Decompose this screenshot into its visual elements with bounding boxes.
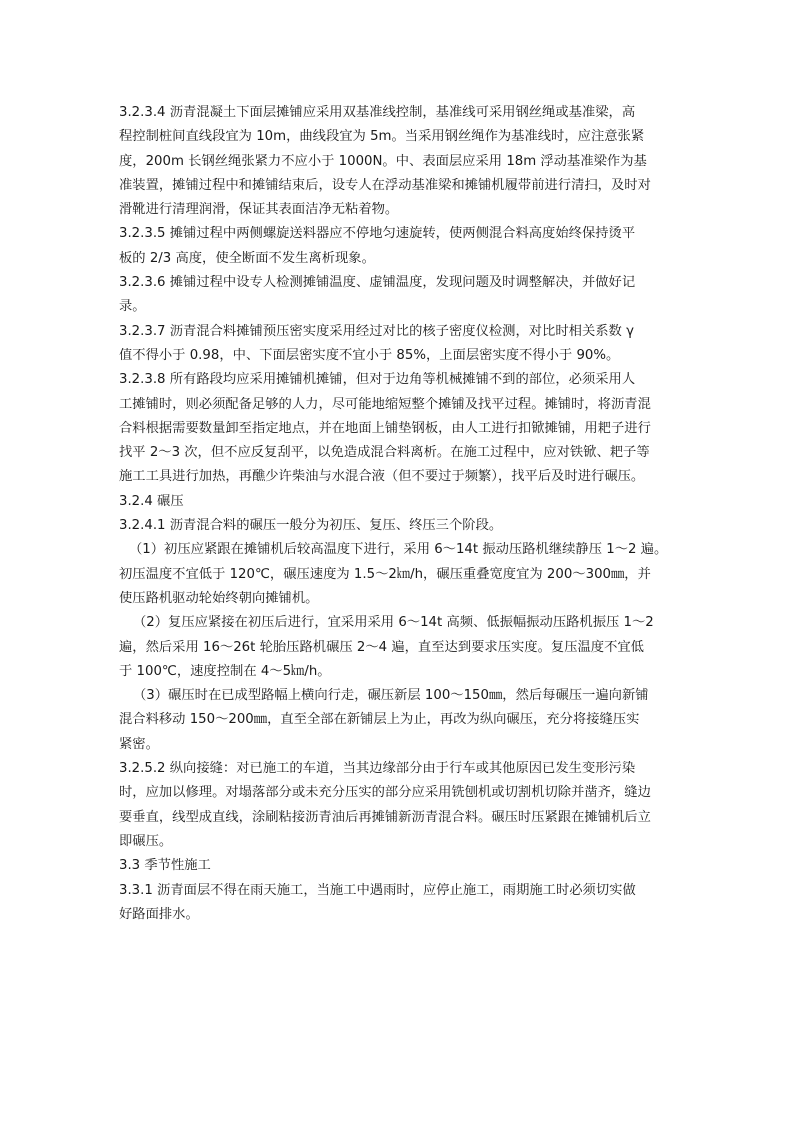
list-item-re-compaction: （2）复压应紧接在初压后进行，宜采用采用 6～14t 高频、低振幅振动压路机振压 1～2 遍，然后采用 16～26t 轮胎压路机碾压 2～4 遍，直至达到要求压实度。复压温度不宜低 于 100℃，速度控制在 4～5㎞/h。 [119,615,654,679]
paragraph-3-2-4-1: 3.2.4.1 沥青混合料的碾压一般分为初压、复压、终压三个阶段。 [119,518,503,534]
paragraph-3-2-3-6: 3.2.3.6 摊铺过程中设专人检测摊铺温度、虚铺温度，发现问题及时调整解决，并做好记 录。 [119,275,636,315]
list-item-lateral-compaction: （3）碾压时在已成型路幅上横向行走，碾压新层 100～150㎜，然后每碾压一遍向新铺 混合料移动 150～200㎜，直至全部在新铺层上为止，再改为纵向碾压，充分将接缝压实 紧密。 [119,688,649,752]
paragraph-3-2-3-7: 3.2.3.7 沥青混合料摊铺预压密实度采用经过对比的核子密度仪检测，对比时相关系数 γ 值不得小于 0.98，中、下面层密实度不宜小于 85%，上面层密实度不得小于 90%。 [119,323,634,363]
document-body [119,101,677,927]
paragraph-3-2-3-4: 3.2.3.4 沥青混凝土下面层摊铺应采用双基准线控制，基准线可采用钢丝绳或基准梁，高 程控制桩间直线段宜为 10m，曲线段宜为 5m。当采用钢丝绳作为基准线时，应注意张紧 度，200m 长钢丝绳张紧力不应小于 1000N。中、表面层应采用 18m 浮动基准梁作为基 准装置，摊铺过程中和摊铺结束后，设专人在浮动基准梁和摊铺机履带前进行清扫，及时对 滑靴进行清理润滑，保证其表面洁净无粘着物。 [119,105,651,218]
section-heading-3-2-4: 3.2.4 碾压 [119,493,184,509]
section-heading-3-3: 3.3 季节性施工 [119,858,211,874]
paragraph-3-2-3-5: 3.2.3.5 摊铺过程中两侧螺旋送料器应不停地匀速旋转，使两侧混合料高度始终保持烫平 板的 2/3 高度，使全断面不发生离析现象。 [119,226,636,266]
list-item-initial-compaction: （1）初压应紧跟在摊铺机后较高温度下进行，采用 6～14t 振动压路机继续静压 1～2 遍。 初压温度不宜低于 120℃，碾压速度为 1.5～2㎞/h，碾压重叠宽度宜为 200～300㎜，并 使压路机驱动轮始终朝向摊铺机。 [119,542,668,606]
paragraph-3-2-5-2: 3.2.5.2 纵向接缝：对已施工的车道，当其边缘部分由于行车或其他原因已发生变形污染 时，应加以修理。对塌落部分或未充分压实的部分应采用铣刨机或切割机切除并凿齐，缝边 要垂直，线型成直线，涂刷粘接沥青油后再摊铺新沥青混合料。碾压时压紧跟在摊铺机后立 即碾压。 [119,761,651,849]
paragraph-3-2-3-8: 3.2.3.8 所有路段均应采用摊铺机摊铺，但对于边角等机械摊铺不到的部位，必须采用人 工摊铺时，则必须配备足够的人力，尽可能地缩短整个摊铺及找平过程。摊铺时，将沥青混 合料根据需要数量卸至指定地点，并在地面上铺垫钢板，由人工进行扣锨摊铺，用耙子进行 找平 2～3 次，但不应反复刮平，以免造成混合料离析。在施工过程中，应对铁锨、耙子等 施工工具进行加热，再醮少许柴油与水混合液（但不要过于频繁），找平后及时进行碾压。 [119,372,651,485]
paragraph-3-3-1: 3.3.1 沥青面层不得在雨天施工，当施工中遇雨时，应停止施工，雨期施工时必须切实做 好路面排水。 [119,882,636,922]
